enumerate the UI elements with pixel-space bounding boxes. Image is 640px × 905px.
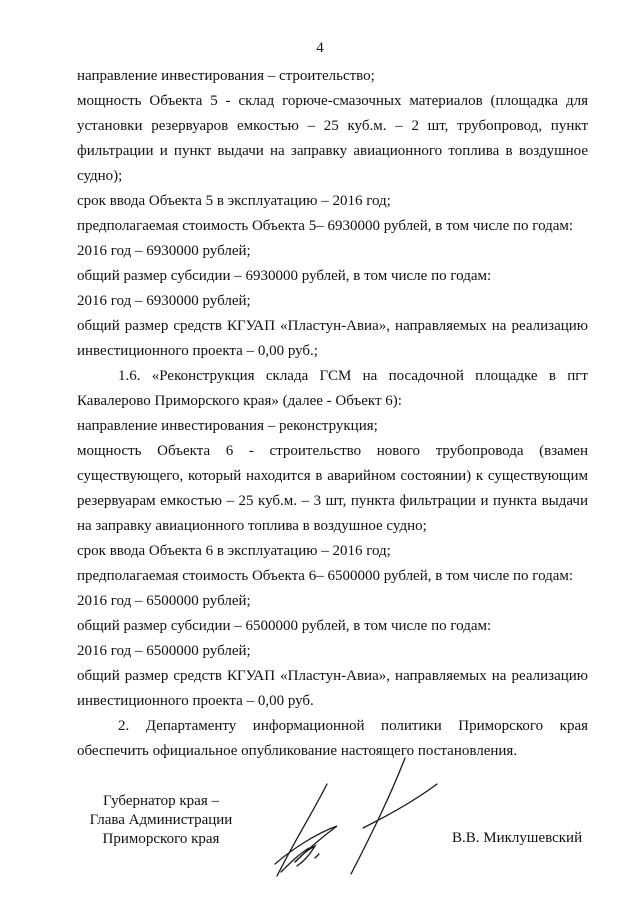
- handwritten-signature: [255, 754, 455, 894]
- signatory-position-line: Приморского края: [102, 831, 220, 847]
- document-paragraph: предполагаемая стоимость Объекта 6– 6500000 рублей, в том числе по годам:: [77, 568, 574, 584]
- document-paragraph: предполагаемая стоимость Объекта 5– 6930000 рублей, в том числе по годам:: [77, 218, 574, 234]
- document-paragraph: срок ввода Объекта 5 в эксплуатацию – 2016 год;: [77, 193, 391, 209]
- document-paragraph: мощность Объекта 6 - строительство нового трубопровода (взамен существующего, который находится в аварийном состоянии) к существующим резервуарам емкостью – 25 куб.м. – 3 шт, пункта фильтрации и пункта выдачи на заправку авиационного топлива в воздушное судно;: [77, 443, 588, 534]
- page-number: 4: [316, 40, 324, 56]
- document-paragraph: 2016 год – 6500000 рублей;: [77, 643, 251, 659]
- document-paragraph: 2016 год – 6500000 рублей;: [77, 593, 251, 609]
- document-paragraph: 2016 год – 6930000 рублей;: [77, 293, 251, 309]
- signatory-name: В.В. Миклушевский: [452, 830, 583, 846]
- document-paragraph: общий размер средств КГУАП «Пластун-Авиа», направляемых на реализацию инвестиционного проекта – 0,00 руб.: [77, 668, 588, 709]
- document-paragraph: общий размер средств КГУАП «Пластун-Авиа», направляемых на реализацию инвестиционного проекта – 0,00 руб.;: [77, 318, 588, 359]
- signatory-position-line: Глава Администрации: [89, 812, 233, 828]
- document-paragraph: срок ввода Объекта 6 в эксплуатацию – 2016 год;: [77, 543, 391, 559]
- document-paragraph: 2016 год – 6930000 рублей;: [77, 243, 251, 259]
- document-paragraph: направление инвестирования – реконструкция;: [77, 418, 378, 434]
- document-paragraph: 2. Департаменту информационной политики Приморского края обеспечить официальное опубликование настоящего постановления.: [77, 718, 588, 759]
- signature-block: [0, 784, 640, 905]
- signatory-position-line: Губернатор края –: [103, 793, 219, 809]
- document-paragraph: общий размер субсидии – 6930000 рублей, в том числе по годам:: [77, 268, 492, 284]
- document-paragraph: 1.6. «Реконструкция склада ГСМ на посадочной площадке в пгт Кавалерово Приморского края» (далее - Объект 6):: [77, 368, 588, 409]
- document-body: [77, 64, 588, 764]
- signatory-position: [82, 792, 240, 849]
- document-paragraph: направление инвестирования – строительство;: [77, 68, 375, 84]
- document-paragraph: общий размер субсидии – 6500000 рублей, в том числе по годам:: [77, 618, 492, 634]
- document-paragraph: мощность Объекта 5 - склад горюче-смазочных материалов (площадка для установки резервуаров емкостью – 25 куб.м. – 2 шт, трубопровод, пункт фильтрации и пункт выдачи на заправку авиационного топлива в воздушное судно);: [77, 93, 588, 184]
